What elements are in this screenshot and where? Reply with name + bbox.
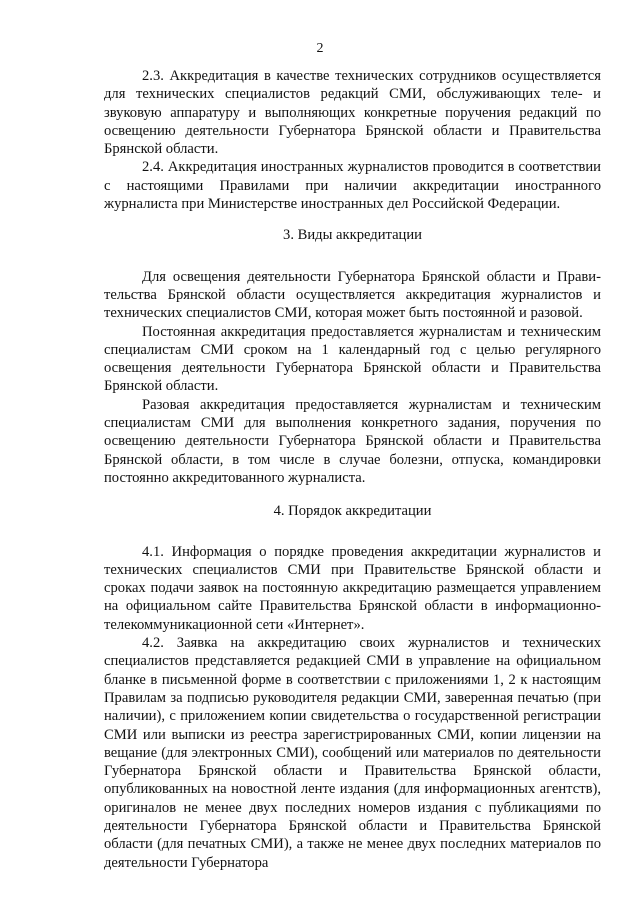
paragraph-2-4: 2.4. Аккредитация иностранных журналистов проводится в соответствии с настоящими Правилами при наличии аккредитации иностранного журналиста при Министерстве иностранных дел Российской Федерации. bbox=[104, 159, 601, 213]
paragraph-4-2: 4.2. Заявка на аккредитацию своих журналистов и технических специалистов представляется редакцией СМИ в управление на официальном бланке в письменной форме в соответствии с приложениями 1, 2 к настоящим Правилам за подписью руководителя редакции СМИ, заверенная печатью (при наличии), с приложением копии свидетельства о государственной регистрации СМИ или выписки из реестра зарегистрированных СМИ, копии лицензии на вещание (для электронных СМИ), сообщений или материалов по деятельности Губернатора Брянской области и Правительства Брянской области, опубликованных на новостной ленте издания (для информационных агентств), оригиналов не менее двух последних номеров издания с публикациями по деятельности Губернатора Брянской области и Правительства Брянской области (для печатных СМИ), а также не менее двух последних материалов по деятельности Губернатора bbox=[104, 635, 601, 871]
paragraph-3-single: Разовая аккредитация предоставляется журналистам и техническим специалистам СМИ для выполнения конкретного задания, поручения по освещению деятельности Губернатора Брянской области и Правительства Брянской области, в том числе в случае болезни, отпуска, командировки постоянно аккредитованного журналиста. bbox=[104, 396, 601, 486]
section-4-heading: 4. Порядок аккредитации bbox=[273, 503, 432, 520]
paragraph-3-intro: Для освещения деятельности Губернатора Брянской области и Правительства Брянской области осуществляется аккредитация журналистов и технических специалистов СМИ, которая может быть постоянной и разовой. bbox=[104, 268, 601, 322]
document-body bbox=[104, 67, 601, 872]
paragraph-2-3: 2.3. Аккредитация в качестве технических сотрудников осуществляется для технических специалистов редакций СМИ, обслуживающих теле- и звуковую аппаратуру и выполняющих конкретные поручения редакций по освещению деятельности Губернатора Брянской области и Правительства Брянской области. bbox=[104, 68, 601, 158]
page-number: 2 bbox=[316, 41, 324, 56]
paragraph-4-1: 4.1. Информация о порядке проведения аккредитации журналистов и технических специалистов СМИ при Правительстве Брянской области и сроках подачи заявок на постоянную аккредитацию размещается управлением на официальном сайте Правительства Брянской области в информационно-телекоммуникационной сети «Интернет». bbox=[104, 543, 601, 633]
paragraph-3-permanent: Постоянная аккредитация предоставляется журналистам и техническим специалистам СМИ сроком на 1 календарный год с целью регулярного освещения деятельности Губернатора Брянской области и Правительства Брянской области. bbox=[104, 323, 601, 395]
section-3-heading: 3. Виды аккредитации bbox=[283, 227, 422, 244]
